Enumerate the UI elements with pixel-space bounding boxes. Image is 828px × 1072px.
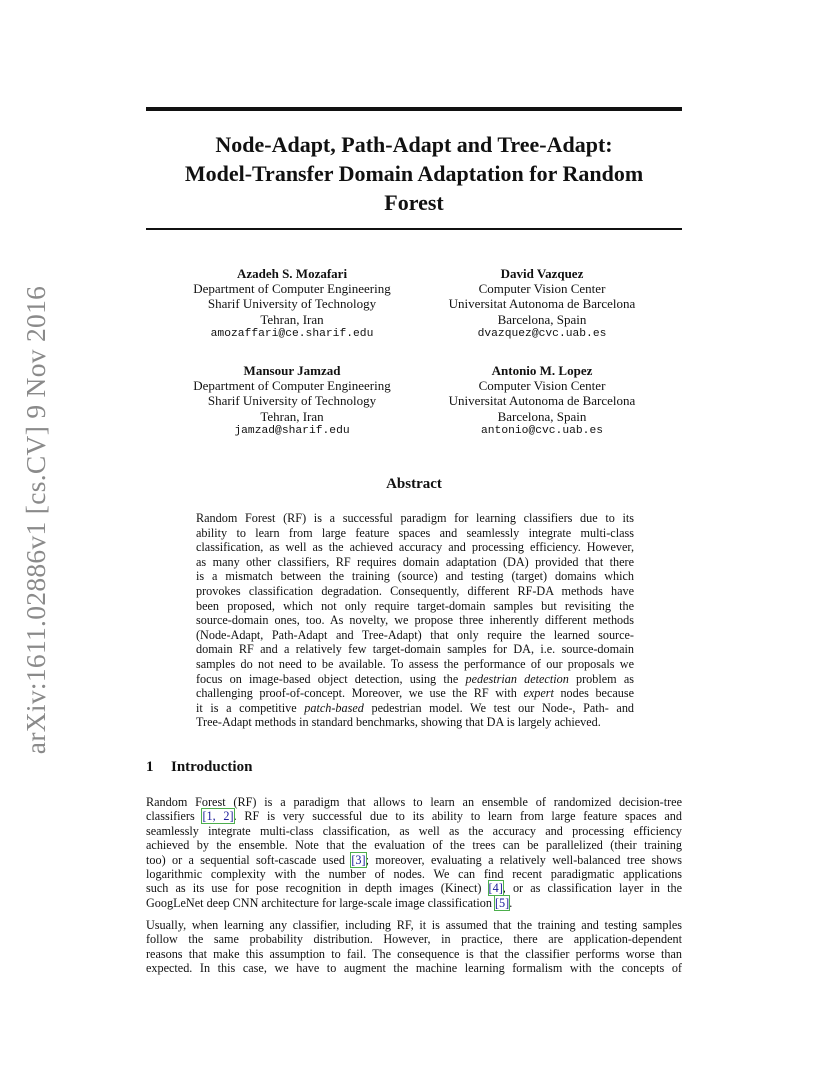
body-line (146, 809, 682, 823)
author-block (172, 363, 412, 439)
abstract-line: classification, as well as the achieved accuracy and processing efficiency. However, (196, 540, 634, 555)
author-block (422, 363, 662, 439)
author-location: Tehran, Iran (260, 311, 324, 327)
title-line: Forest (384, 190, 444, 215)
body-line (146, 896, 682, 910)
body-line (146, 853, 682, 867)
section-number: 1 (146, 759, 154, 775)
author-location: Tehran, Iran (260, 408, 324, 424)
citation-link[interactable]: [5] (495, 895, 510, 910)
body-line: Random Forest (RF) is a paradigm that allows to learn an ensemble of randomized decision-tree (146, 795, 682, 809)
abstract-text: problem as (576, 671, 635, 686)
abstract-text: pedestrian model. We test our Node-, Path- and (371, 700, 635, 715)
abstract-line: Tree-Adapt methods in standard benchmarks, showing that DA is largely achieved. (196, 715, 601, 730)
body-text: . RF is very successful due to its ability to learn from large feature spaces and (233, 809, 682, 824)
abstract-line (196, 672, 634, 687)
author-affil: Sharif University of Technology (207, 393, 377, 409)
body-line: reasons that make this assumption to fail. The consequence is that the classifier performs worse than (146, 946, 682, 961)
abstract-heading: Abstract (386, 476, 442, 492)
body-text: ; moreover, evaluating a relatively well-balanced tree shows (365, 852, 683, 867)
intro-paragraph (146, 918, 682, 976)
abstract-text: challenging proof-of-concept. Moreover, we use the RF with (196, 686, 517, 701)
abstract-line: Random Forest (RF) is a successful paradigm for learning classifiers due to its (196, 511, 634, 525)
author-affil: Sharif University of Technology (207, 296, 377, 312)
citation-link[interactable]: [3] (351, 852, 366, 867)
title-rule-bottom (146, 228, 682, 230)
abstract-line: (Node-Adapt, Path-Adapt and Tree-Adapt) that only require the learned source- (196, 627, 634, 642)
body-line (146, 881, 682, 895)
author-name: David Vazquez (500, 266, 584, 281)
author-email: jamzad@sharif.edu (234, 424, 350, 437)
body-line: follow the same probability distribution. However, in practice, there are application-dependent (146, 932, 682, 947)
title-line: Node-Adapt, Path-Adapt and Tree-Adapt: (215, 132, 613, 157)
abstract-line: samples do not need to be available. To assess the performance of our proposals we (196, 656, 634, 671)
intro-paragraph (146, 795, 682, 910)
author-dept: Department of Computer Engineering (193, 378, 391, 394)
body-text: too) or a sequential soft-cascade used (146, 852, 345, 867)
author-name: Antonio M. Lopez (491, 363, 593, 378)
emphasis-text: expert (523, 686, 554, 701)
body-text: . (509, 895, 513, 910)
abstract-text: focus on image-based object detection, using the (196, 671, 459, 686)
body-line: logarithmic complexity with the number of nodes. We can find recent paradigmatic applications (146, 867, 682, 882)
author-affil: Universitat Autonoma de Barcelona (448, 393, 636, 409)
abstract-line: ability to learn from large feature spaces and seamlessly integrate multi-class (196, 525, 634, 540)
abstract-line: been proposed, which not only require target-domain samples but revisiting the (196, 598, 634, 613)
author-dept: Department of Computer Engineering (193, 281, 391, 297)
author-name: Azadeh S. Mozafari (236, 266, 348, 281)
author-affil: Universitat Autonoma de Barcelona (448, 296, 636, 312)
emphasis-text: pedestrian detection (465, 671, 569, 686)
abstract-line: source-domain ones, too. As novelty, we propose three inherently different methods (196, 613, 634, 628)
body-text: , or as classification layer in the (502, 881, 682, 896)
author-dept: Computer Vision Center (478, 378, 606, 394)
author-block (172, 266, 412, 342)
abstract-text: nodes because (560, 686, 635, 701)
emphasis-text: patch-based (304, 700, 364, 715)
citation-link[interactable]: [4] (488, 881, 503, 896)
author-email: amozaffari@ce.sharif.edu (210, 327, 374, 340)
body-text: classifiers (146, 809, 195, 824)
body-text: GoogLeNet deep CNN architecture for large-scale image classification (146, 895, 492, 910)
title-rule-top (146, 107, 682, 111)
abstract-line (196, 701, 634, 716)
abstract-line (196, 686, 634, 701)
citation-link[interactable]: [1, 2] (202, 809, 234, 824)
author-email: dvazquez@cvc.uab.es (477, 327, 607, 340)
author-location: Barcelona, Spain (497, 408, 587, 424)
author-location: Barcelona, Spain (497, 311, 587, 327)
abstract-line: domain RF and a relatively few target-domain samples for DA, i.e. source-domain (196, 642, 634, 657)
section-title: Introduction (171, 759, 253, 775)
arxiv-watermark: arXiv:1611.02886v1 [cs.CV] 9 Nov 2016 (20, 285, 51, 755)
body-line: achieved by the ensemble. Note that the evaluation of the trees can be parallelized (their training (146, 838, 682, 853)
author-email: antonio@cvc.uab.es (480, 424, 604, 437)
body-line: expected. In this case, we have to augment the machine learning formalism with the concepts of (146, 961, 682, 976)
abstract-line: as many other classifiers, RF requires domain adaptation (DA) provided that there (196, 554, 634, 569)
abstract-line: provokes classification degradation. Consequently, different RF-DA methods have (196, 583, 634, 598)
body-text: such as its use for pose recognition in depth images (Kinect) (146, 881, 482, 896)
author-dept: Computer Vision Center (478, 281, 606, 297)
author-name: Mansour Jamzad (243, 363, 341, 378)
body-line: seamlessly integrate multi-class classification, as well as the accuracy and processing efficiency (146, 823, 682, 838)
abstract-text: it is a competitive (196, 700, 297, 715)
title-line: Model-Transfer Domain Adaptation for Random (184, 161, 644, 186)
author-block (422, 266, 662, 342)
abstract-line: is a mismatch between the training (source) and testing (target) domains which (196, 569, 634, 584)
abstract-body (196, 511, 634, 730)
body-line: Usually, when learning any classifier, including RF, it is assumed that the training and testing samples (146, 918, 682, 932)
section-heading (146, 759, 252, 776)
paper-title (146, 130, 682, 217)
